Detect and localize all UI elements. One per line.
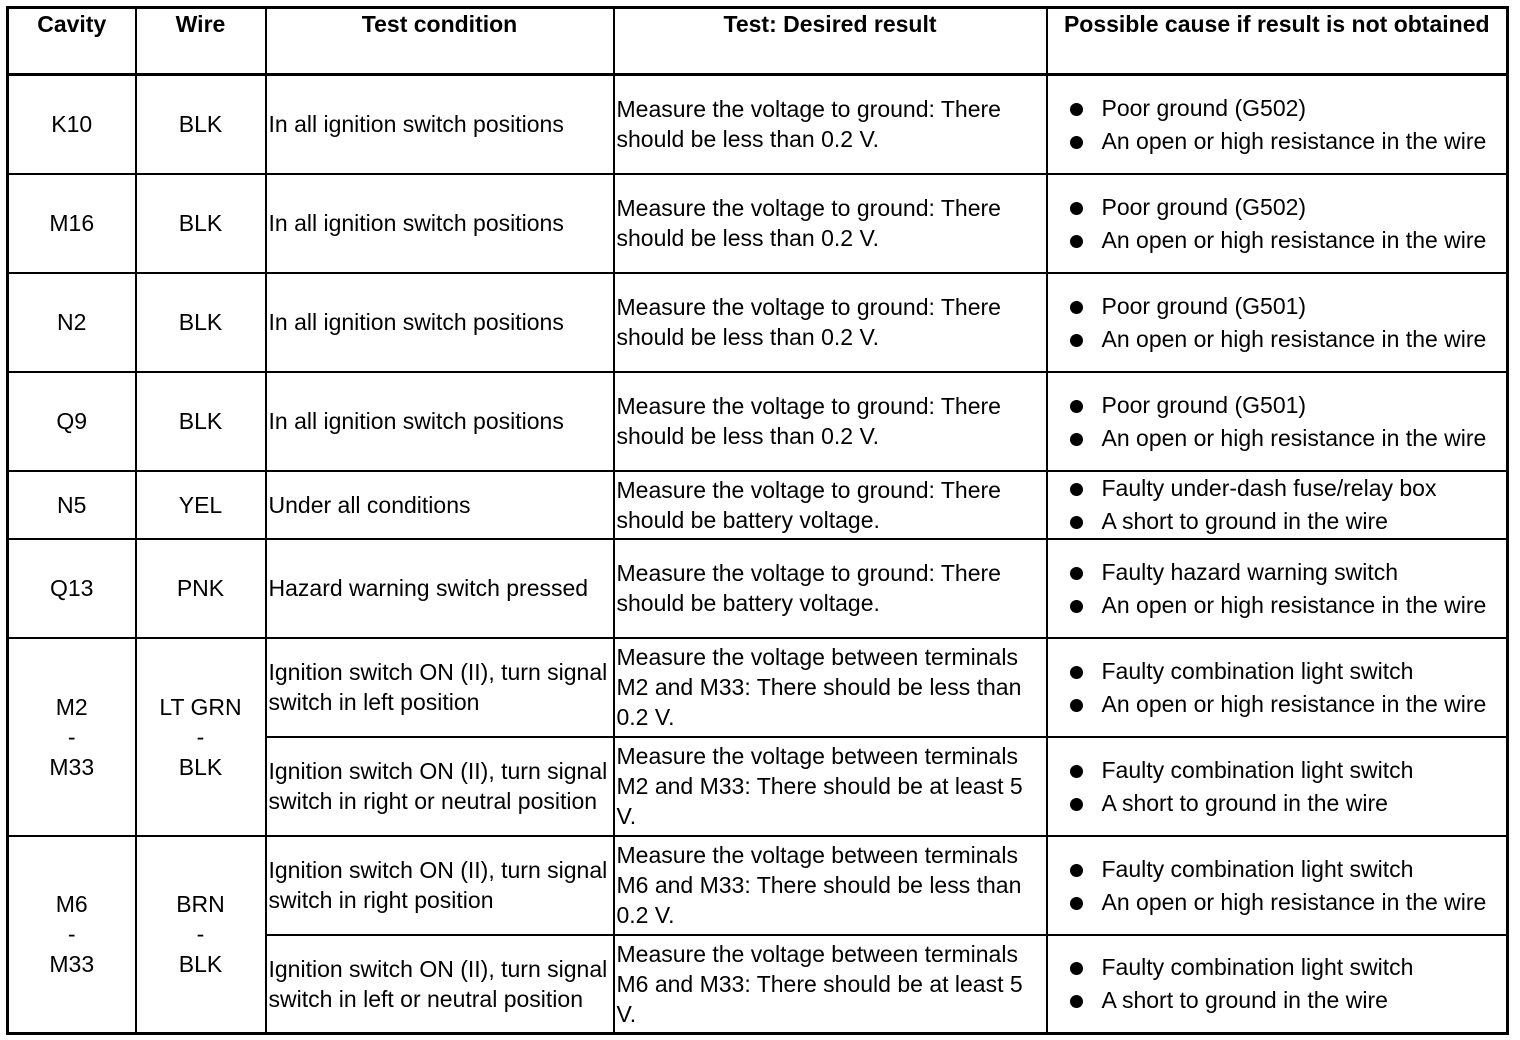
cause-text: Faulty combination light switch <box>1101 756 1414 783</box>
wire-cell <box>136 836 266 1034</box>
wire-cell: BLK <box>136 372 266 471</box>
condition-cell: In all ignition switch positions <box>266 174 614 273</box>
cause-text: A short to ground in the wire <box>1101 987 1388 1014</box>
wire-line: LT GRN <box>159 693 242 720</box>
cause-item <box>1050 324 1505 354</box>
cause-item <box>1050 423 1505 453</box>
cavity-line: M33 <box>49 753 95 780</box>
bullet-icon <box>1070 897 1083 910</box>
cavity-cell: K10 <box>8 75 136 174</box>
cause-cell <box>1047 174 1508 273</box>
bullet-icon <box>1070 334 1083 347</box>
cause-text: An open or high resistance in the wire <box>1101 888 1487 915</box>
bullet-icon <box>1070 798 1083 811</box>
result-cell: Measure the voltage to ground: There should be battery voltage. <box>614 471 1047 539</box>
cause-item <box>1050 93 1505 123</box>
document-page <box>6 6 1506 1035</box>
table-row <box>8 174 1508 273</box>
bullet-icon <box>1070 400 1083 413</box>
bullet-icon <box>1070 600 1083 613</box>
cause-text: An open or high resistance in the wire <box>1101 226 1487 253</box>
cause-item <box>1050 126 1505 156</box>
cause-text: A short to ground in the wire <box>1101 508 1388 534</box>
wire-cell <box>136 638 266 836</box>
bullet-icon <box>1070 962 1083 975</box>
cause-item <box>1050 689 1505 719</box>
condition-cell: In all ignition switch positions <box>266 372 614 471</box>
result-cell: Measure the voltage to ground: There should be less than 0.2 V. <box>614 372 1047 471</box>
cause-text: A short to ground in the wire <box>1101 789 1388 816</box>
bullet-icon <box>1070 567 1083 580</box>
cause-text: Poor ground (G501) <box>1101 292 1307 319</box>
condition-cell: Ignition switch ON (II), turn signal switch in left or neutral position <box>266 935 614 1034</box>
cause-text: Faulty combination light switch <box>1101 855 1414 882</box>
cause-cell <box>1047 935 1508 1034</box>
condition-cell: Ignition switch ON (II), turn signal switch in right or neutral position <box>266 737 614 836</box>
cavity-cell <box>8 836 136 1034</box>
cause-cell <box>1047 737 1508 836</box>
cavity-cell <box>8 638 136 836</box>
cause-text: Faulty hazard warning switch <box>1101 558 1399 585</box>
wire-line: BLK <box>178 951 223 978</box>
bullet-icon <box>1070 666 1083 679</box>
cause-cell <box>1047 273 1508 372</box>
cause-item <box>1050 192 1505 222</box>
bullet-icon <box>1070 765 1083 778</box>
cavity-line: - <box>67 723 76 750</box>
connector-test-table <box>6 6 1509 1035</box>
table-row <box>8 638 1508 737</box>
cause-item <box>1050 590 1505 620</box>
header-test-condition: Test condition <box>266 8 614 75</box>
cause-cell <box>1047 75 1508 174</box>
cause-item <box>1050 755 1505 785</box>
cause-item <box>1050 473 1505 503</box>
cause-text: An open or high resistance in the wire <box>1101 591 1487 618</box>
cause-text: An open or high resistance in the wire <box>1101 127 1487 154</box>
wire-cell: BLK <box>136 174 266 273</box>
cause-item <box>1050 506 1505 536</box>
condition-cell: Hazard warning switch pressed <box>266 539 614 638</box>
bullet-icon <box>1070 995 1083 1008</box>
cause-text: An open or high resistance in the wire <box>1101 690 1487 717</box>
condition-cell: In all ignition switch positions <box>266 273 614 372</box>
bullet-icon <box>1070 864 1083 877</box>
cause-text: Faulty under-dash fuse/relay box <box>1101 475 1437 501</box>
table-row <box>8 75 1508 174</box>
result-cell: Measure the voltage to ground: There should be less than 0.2 V. <box>614 174 1047 273</box>
result-cell: Measure the voltage between terminals M2 and M33: There should be at least 5 V. <box>614 737 1047 836</box>
cause-text: Faulty combination light switch <box>1101 657 1414 684</box>
bullet-icon <box>1070 699 1083 712</box>
result-cell: Measure the voltage between terminals M6 and M33: There should be at least 5 V. <box>614 935 1047 1034</box>
result-cell: Measure the voltage to ground: There should be less than 0.2 V. <box>614 75 1047 174</box>
header-wire: Wire <box>136 8 266 75</box>
cause-item <box>1050 557 1505 587</box>
bullet-icon <box>1070 103 1083 116</box>
bullet-icon <box>1070 483 1083 496</box>
cause-item <box>1050 952 1505 982</box>
header-possible-cause: Possible cause if result is not obtained <box>1047 8 1508 75</box>
condition-cell: Ignition switch ON (II), turn signal switch in left position <box>266 638 614 737</box>
cause-item <box>1050 225 1505 255</box>
result-cell: Measure the voltage to ground: There should be less than 0.2 V. <box>614 273 1047 372</box>
bullet-icon <box>1070 433 1083 446</box>
table-row <box>8 539 1508 638</box>
cause-text: Poor ground (G502) <box>1101 94 1307 121</box>
cause-item <box>1050 887 1505 917</box>
condition-cell: Ignition switch ON (II), turn signal switch in right position <box>266 836 614 935</box>
condition-cell: Under all conditions <box>266 471 614 539</box>
cause-cell <box>1047 539 1508 638</box>
cavity-line: M2 <box>55 693 88 720</box>
cause-cell <box>1047 471 1508 539</box>
cause-item <box>1050 291 1505 321</box>
cavity-cell: N2 <box>8 273 136 372</box>
cause-cell <box>1047 836 1508 935</box>
table-row <box>8 372 1508 471</box>
bullet-icon <box>1070 136 1083 149</box>
cavity-line: M33 <box>49 951 95 978</box>
wire-cell: BLK <box>136 273 266 372</box>
wire-cell: PNK <box>136 539 266 638</box>
table-row <box>8 471 1508 539</box>
cavity-line: - <box>67 921 76 948</box>
cause-item <box>1050 985 1505 1015</box>
cavity-cell: Q9 <box>8 372 136 471</box>
cavity-cell: N5 <box>8 471 136 539</box>
cavity-cell: M16 <box>8 174 136 273</box>
bullet-icon <box>1070 516 1083 529</box>
cause-cell <box>1047 638 1508 737</box>
wire-cell: BLK <box>136 75 266 174</box>
cavity-cell: Q13 <box>8 539 136 638</box>
table-row <box>8 273 1508 372</box>
result-cell: Measure the voltage between terminals M2 and M33: There should be less than 0.2 V. <box>614 638 1047 737</box>
table-header-row <box>8 8 1508 75</box>
result-cell: Measure the voltage between terminals M6 and M33: There should be less than 0.2 V. <box>614 836 1047 935</box>
wire-line: BLK <box>178 753 223 780</box>
wire-cell: YEL <box>136 471 266 539</box>
condition-cell: In all ignition switch positions <box>266 75 614 174</box>
cause-text: Poor ground (G502) <box>1101 193 1307 220</box>
cause-text: Poor ground (G501) <box>1101 391 1307 418</box>
cause-item <box>1050 788 1505 818</box>
wire-line: BRN <box>176 891 225 918</box>
bullet-icon <box>1070 202 1083 215</box>
result-cell: Measure the voltage to ground: There should be battery voltage. <box>614 539 1047 638</box>
wire-line: - <box>196 921 205 948</box>
cause-text: An open or high resistance in the wire <box>1101 424 1487 451</box>
cause-item <box>1050 656 1505 686</box>
cause-text: An open or high resistance in the wire <box>1101 325 1487 352</box>
table-row <box>8 836 1508 935</box>
wire-line: - <box>196 723 205 750</box>
header-cavity: Cavity <box>8 8 136 75</box>
bullet-icon <box>1070 301 1083 314</box>
cause-cell <box>1047 372 1508 471</box>
header-desired-result: Test: Desired result <box>614 8 1047 75</box>
cause-item <box>1050 390 1505 420</box>
bullet-icon <box>1070 235 1083 248</box>
cavity-line: M6 <box>55 891 88 918</box>
cause-item <box>1050 854 1505 884</box>
cause-text: Faulty combination light switch <box>1101 954 1414 981</box>
